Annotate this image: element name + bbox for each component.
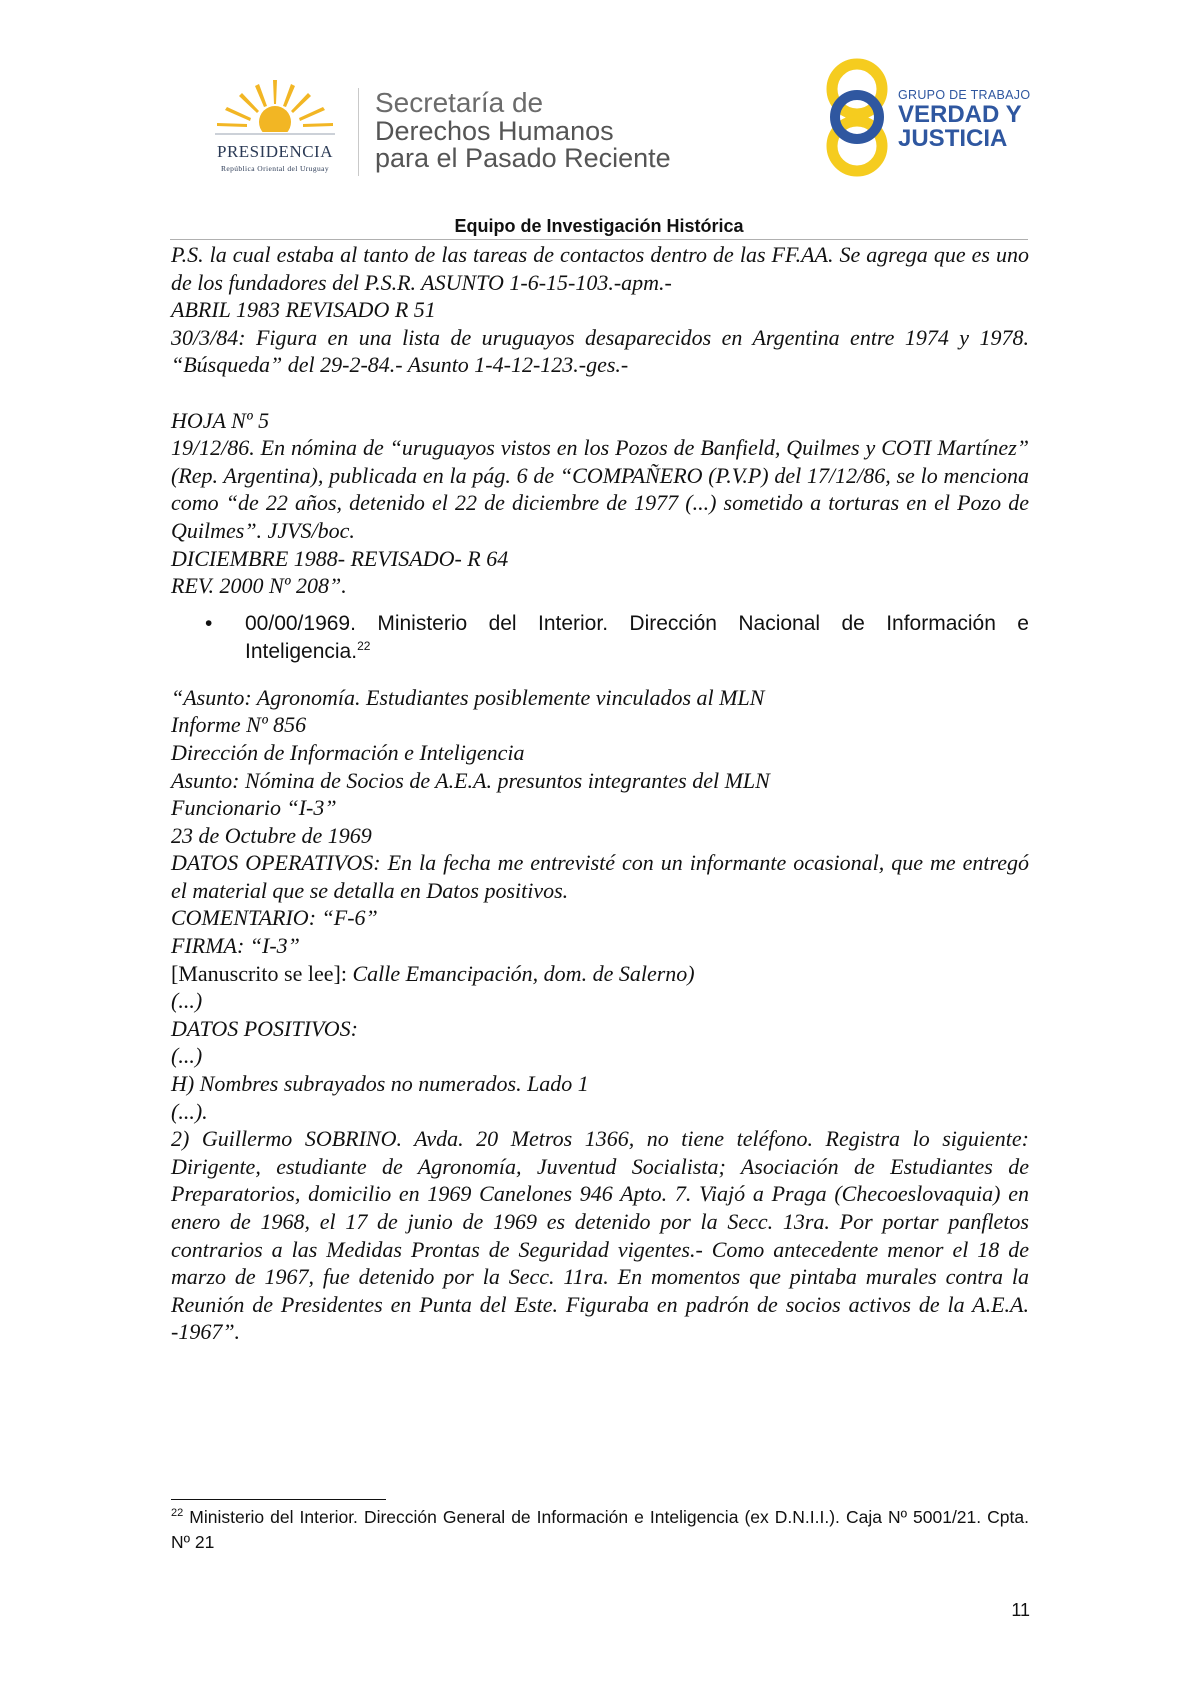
presidencia-name: PRESIDENCIA: [216, 142, 333, 161]
quote-line: (...): [171, 988, 203, 1014]
section-title: Equipo de Investigación Histórica: [454, 216, 744, 236]
bullet-icon: •: [205, 611, 213, 635]
paragraph: 30/3/84: Figura en una lista de uruguayos desaparecidos en Argentina entre 1974 y 1978. “Búsqueda” del 29-2-84.- Asunto 1-4-12-123.-ges.-: [171, 324, 1029, 378]
quote-line: DATOS OPERATIVOS: En la fecha me entrevisté con un informante ocasional, que me entregó el material que se detalla en Datos positivos.: [171, 850, 1029, 903]
footnote-ref[interactable]: 22: [357, 638, 371, 653]
secretaria-line-2: Derechos Humanos: [375, 116, 614, 146]
document-body: [171, 241, 1029, 1346]
quote-line: H) Nombres subrayados no numerados. Lado 1: [171, 1071, 589, 1097]
manuscript-label: [Manuscrito se lee]:: [171, 960, 347, 986]
secretaria-line-1: Secretaría de: [375, 87, 544, 118]
bullet-item: [171, 610, 1029, 666]
paragraph: P.S. la cual estaba al tanto de las tareas de contactos dentro de las FF.AA. Se agrega que es uno de los fundadores del P.S.R. ASUNTO 1-6-15-103.-apm.-: [171, 242, 1029, 295]
footnote-number: 22: [171, 1507, 184, 1520]
quote-line: Informe Nº 856: [171, 712, 307, 738]
quote-line: Asunto: Nómina de Socios de A.E.A. presuntos integrantes del MLN: [171, 767, 770, 793]
footnote-rule: [171, 1499, 386, 1500]
section-title-rule: [170, 239, 1028, 240]
quote-line: 23 de Octubre de 1969: [171, 822, 372, 848]
quote-line: COMENTARIO: “F-6”: [171, 905, 378, 931]
quote-line: Dirección de Información e Inteligencia: [171, 739, 525, 765]
quote-line: (...): [171, 1043, 203, 1069]
quote-line: [171, 960, 1029, 988]
quote-line: Funcionario “I-3”: [171, 795, 337, 821]
bullet-label: 00/00/1969. Ministerio del Interior. Dirección Nacional de Información e Inteligencia.: [245, 611, 1029, 663]
paragraph: HOJA Nº 5: [171, 407, 270, 433]
secretaria-line-3: para el Pasado Reciente: [375, 143, 671, 173]
paragraph: ABRIL 1983 REVISADO R 51: [171, 297, 436, 323]
presidencia-subtitle: República Oriental del Uruguay: [220, 164, 329, 173]
header-divider: [358, 88, 359, 176]
verdad-justicia-text: [898, 88, 1030, 151]
secretaria-logo-text: [375, 88, 671, 172]
bullet-text: [245, 610, 1029, 666]
spacer: [171, 379, 1029, 407]
footnote: [171, 1505, 1029, 1555]
grupo-line-1: GRUPO DE TRABAJO: [898, 88, 1031, 102]
page-number: 11: [1011, 1600, 1030, 1620]
paragraph: 19/12/86. En nómina de “uruguayos vistos en los Pozos de Banfield, Quilmes y COTI Martínez” (Rep. Argentina), publicada en la pág. 6 de “COMPAÑERO (P.V.P) del 17/12/86, se lo menciona como “de 22 años, detenido el 22 de diciembre de 1977 (...) sometido a torturas en el Pozo de Quilmes”. JJVS/boc.: [171, 435, 1029, 543]
quote-line: DATOS POSITIVOS:: [171, 1015, 358, 1041]
sun-icon: [195, 80, 355, 142]
grupo-line-2: VERDAD Y: [898, 101, 1022, 128]
infinity-rings-icon: [820, 56, 895, 181]
presidencia-logo: [195, 80, 355, 180]
manuscript-text: Calle Emancipación, dom. de Salerno): [346, 960, 695, 986]
verdad-justicia-logo: [820, 56, 1040, 181]
paragraph: DICIEMBRE 1988- REVISADO- R 64: [171, 545, 509, 571]
grupo-line-3: JUSTICIA: [898, 125, 1008, 152]
quote-line: 2) Guillermo SOBRINO. Avda. 20 Metros 1366, no tiene teléfono. Registra lo siguiente: Dirigente, estudiante de Agronomía, Juventud Socialista; Asociación de Estudiantes de Preparatorios, domicilio en 1969 Canelones 946 Apto. 7. Viajó a Praga (Checoeslovaquia) en enero de 1968, el 17 de junio de 1969 es detenido por la Secc. 13ra. Por portar panfletos contrarios a las Medidas Prontas de Seguridad vigentes.- Como antecedente menor el 18 de marzo de 1967, fue detenido por la Secc. 11ra. En momentos que pintaba murales contra la Reunión de Presidentes en Punta del Este. Figuraba en padrón de socios activos de la A.E.A. -1967”.: [171, 1126, 1029, 1345]
quote-line: (...).: [171, 1098, 208, 1124]
quote-line: FIRMA: “I-3”: [171, 933, 300, 959]
footnote-text: Ministerio del Interior. Dirección General de Información e Inteligencia (ex D.N.I.I.). Caja Nº 5001/21. Cpta. Nº 21: [171, 1507, 1029, 1552]
quote-line: “Asunto: Agronomía. Estudiantes posiblemente vinculados al MLN: [171, 684, 765, 710]
paragraph: REV. 2000 Nº 208”.: [171, 573, 347, 599]
